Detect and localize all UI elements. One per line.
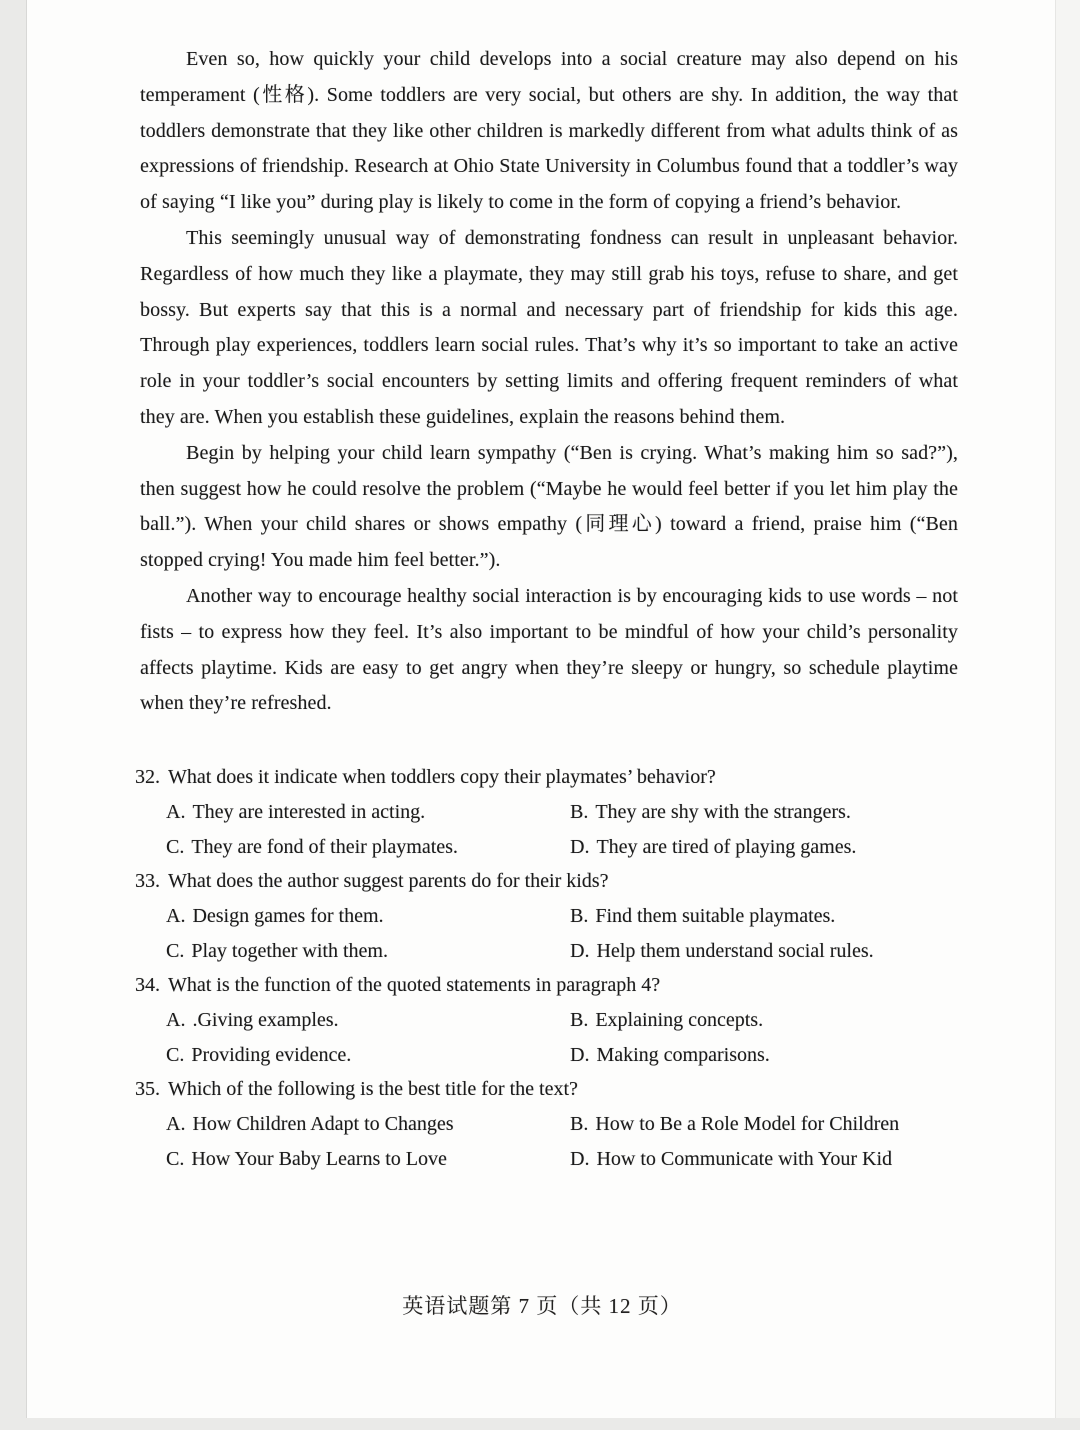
option-a — [166, 795, 570, 830]
option-label: D. — [570, 939, 590, 962]
option-text: Explaining concepts. — [595, 1009, 764, 1032]
option-label: B. — [570, 904, 589, 927]
option-a — [166, 1003, 570, 1038]
option-text: They are shy with the strangers. — [595, 800, 851, 823]
option-c — [166, 1142, 570, 1177]
option-b — [570, 795, 958, 830]
option-text: Help them understand social rules. — [596, 939, 874, 962]
option-label: C. — [166, 835, 185, 858]
question-34 — [135, 968, 958, 1072]
question-text: What does it indicate when toddlers copy their playmates’ behavior? — [168, 766, 716, 789]
option-b — [570, 899, 958, 934]
option-d — [570, 1142, 958, 1177]
option-label: D. — [570, 1043, 590, 1066]
question-number: 33. — [135, 870, 160, 893]
passage-paragraph: Even so, how quickly your child develops into a social creature may also depend on his temperament (性格). Some toddlers are very social, but others are shy. In addition, the way that toddlers demonstrate that they like other children is markedly different from what adults think of as expressions of friendship. Research at Ohio State University in Columbus found that a toddler’s way of saying “I like you” during play is likely to come in the form of copying a friend’s behavior. — [140, 48, 958, 214]
page-content — [135, 42, 958, 1177]
option-text: How to Be a Role Model for Children — [595, 1113, 900, 1136]
option-text: Making comparisons. — [596, 1043, 770, 1066]
question-line — [135, 864, 958, 899]
option-d — [570, 934, 958, 969]
passage-paragraph: This seemingly unusual way of demonstrating fondness can result in unpleasant behavior. Regardless of how much they like a playmate, they may still grab his toys, refuse to share, and get bossy. But experts say that this is a normal and necessary part of friendship for kids this age. Through play experiences, toddlers learn social rules. That’s why it’s so important to take an active role in your toddler’s social encounters by setting limits and offering frequent reminders of what they are. When you establish these guidelines, explain the reasons behind them. — [140, 226, 958, 428]
option-text: They are interested in acting. — [192, 800, 426, 823]
option-b — [570, 1107, 958, 1142]
option-text: Find them suitable playmates. — [595, 904, 836, 927]
option-text: How Your Baby Learns to Love — [191, 1147, 447, 1170]
option-c — [166, 830, 570, 865]
passage-paragraph: Begin by helping your child learn sympathy (“Ben is crying. What’s making him so sad?”), then suggest how he could resolve the problem (“Maybe he would feel better if you let him play the ball.”). When your child shares or shows empathy (同理心) toward a friend, praise him (“Ben stopped crying! You made him feel better.”). — [140, 441, 958, 572]
option-d — [570, 1038, 958, 1073]
option-text: Play together with them. — [191, 939, 388, 962]
option-c — [166, 934, 570, 969]
question-number: 34. — [135, 974, 160, 997]
questions-section — [135, 760, 958, 1176]
option-a — [166, 1107, 570, 1142]
option-label: B. — [570, 1009, 589, 1032]
question-number: 32. — [135, 766, 160, 789]
option-label: C. — [166, 939, 185, 962]
options-grid — [135, 795, 958, 864]
passage-paragraph: Another way to encourage healthy social interaction is by encouraging kids to use words – not fists – to express how they feel. It’s also important to be mindful of how your child’s personality affects playtime. Kids are easy to get angry when they’re sleepy or hungry, so schedule playtime when they’re refreshed. — [140, 584, 958, 715]
option-label: B. — [570, 800, 589, 823]
option-text: How Children Adapt to Changes — [192, 1113, 454, 1136]
option-text: They are tired of playing games. — [596, 835, 857, 858]
option-label: A. — [166, 904, 186, 927]
question-35 — [135, 1072, 958, 1176]
option-label: C. — [166, 1043, 185, 1066]
question-text: Which of the following is the best title for the text? — [168, 1078, 578, 1101]
options-grid — [135, 1107, 958, 1176]
question-line — [135, 760, 958, 795]
option-label: B. — [570, 1113, 589, 1136]
options-grid — [135, 1003, 958, 1072]
options-grid — [135, 899, 958, 968]
option-label: D. — [570, 1147, 590, 1170]
option-text: Providing evidence. — [191, 1043, 352, 1066]
option-b — [570, 1003, 958, 1038]
option-label: A. — [166, 1009, 186, 1032]
option-a — [166, 899, 570, 934]
question-text: What is the function of the quoted statements in paragraph 4? — [168, 974, 661, 997]
option-text: .Giving examples. — [192, 1009, 339, 1032]
option-text: They are fond of their playmates. — [191, 835, 458, 858]
question-number: 35. — [135, 1078, 160, 1101]
option-label: A. — [166, 1113, 186, 1136]
page-footer: 英语试题第 7 页（共 12 页） — [402, 1294, 682, 1318]
photo-edge-right — [1056, 0, 1080, 1418]
option-c — [166, 1038, 570, 1073]
option-label: C. — [166, 1147, 185, 1170]
paper-sheet — [26, 0, 1056, 1418]
reading-passage — [140, 42, 958, 722]
option-label: D. — [570, 835, 590, 858]
question-text: What does the author suggest parents do for their kids? — [168, 870, 609, 893]
question-line — [135, 1072, 958, 1107]
question-33 — [135, 864, 958, 968]
option-text: Design games for them. — [192, 904, 384, 927]
question-line — [135, 968, 958, 1003]
question-32 — [135, 760, 958, 864]
option-d — [570, 830, 958, 865]
option-label: A. — [166, 800, 186, 823]
option-text: How to Communicate with Your Kid — [596, 1147, 893, 1170]
